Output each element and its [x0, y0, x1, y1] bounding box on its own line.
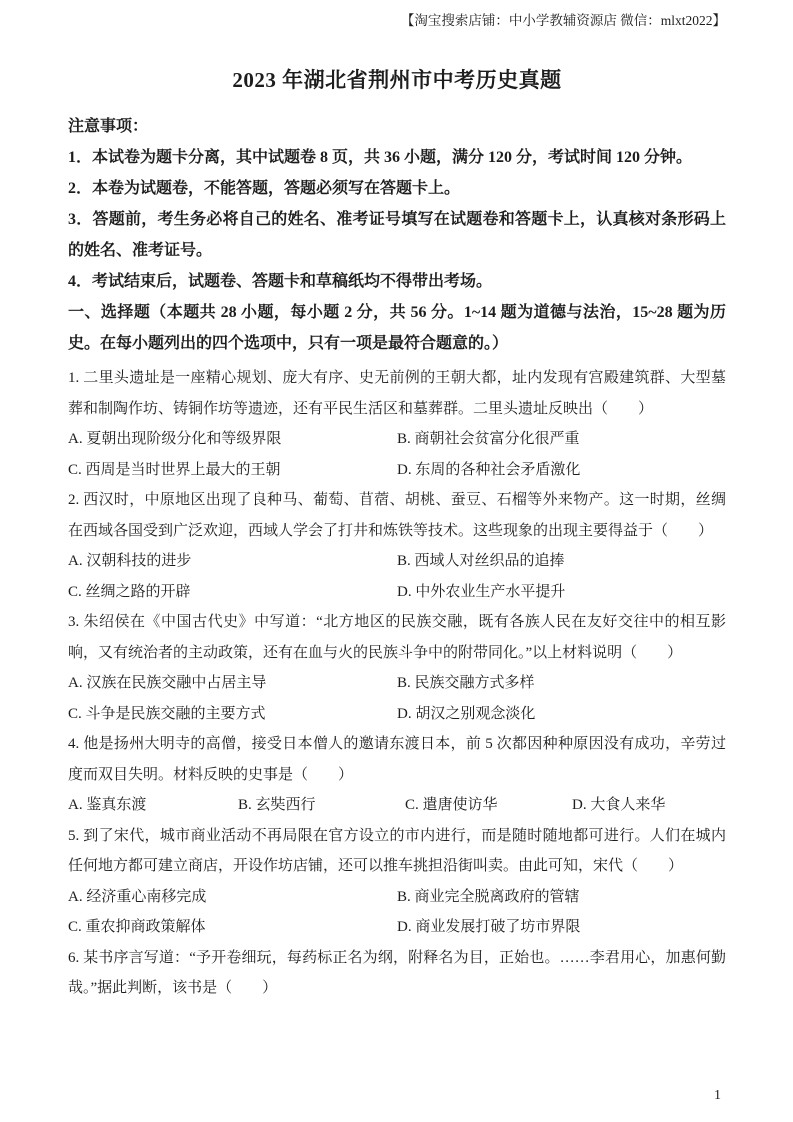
question-3-option-A: A. 汉族在民族交融中占居主导 — [68, 675, 267, 691]
question-3-stem: 3. 朱绍侯在《中国古代史》中写道：“北方地区的民族交融，既有各族人民在友好交往中的相互影响，又有统治者的主动政策，还有在血与火的民族斗争中的附带同化。”以上材料说明（ ） — [68, 614, 726, 661]
question-4-option-A: A. 鉴真东渡 — [68, 797, 147, 813]
question-5 — [68, 821, 726, 943]
question-1-stem: 1. 二里头遗址是一座精心规划、庞大有序、史无前例的王朝大都，址内发现有宫殿建筑群、大型墓葬和制陶作坊、铸铜作坊等遗迹，还有平民生活区和墓葬群。二里头遗址反映出（ ） — [68, 370, 726, 417]
question-1 — [68, 363, 726, 485]
question-1-option-A: A. 夏朝出现阶级分化和等级界限 — [68, 431, 282, 447]
question-2 — [68, 485, 726, 607]
question-2-option-B: B. 西域人对丝织品的追捧 — [397, 553, 565, 569]
section-one-heading: 一、选择题（本题共 28 小题，每小题 2 分，共 56 分。1~14 题为道德与法治，15~28 题为历史。在每小题列出的四个选项中，只有一项是最符合题意的。） — [68, 304, 726, 352]
question-2-stem: 2. 西汉时，中原地区出现了良种马、葡萄、苜蓿、胡桃、蚕豆、石榴等外来物产。这一时期，丝绸在西域各国受到广泛欢迎，西域人学会了打井和炼铁等技术。这些现象的出现主要得益于（ ） — [68, 492, 726, 539]
question-4 — [68, 729, 726, 821]
question-1-option-B: B. 商朝社会贫富分化很严重 — [397, 431, 580, 447]
question-2-option-D: D. 中外农业生产水平提升 — [397, 583, 566, 600]
question-5-option-A: A. 经济重心南移完成 — [68, 888, 207, 905]
question-4-options — [68, 790, 726, 821]
notice-item-2: 2．本卷为试题卷，不能答题，答题必须写在答题卡上。 — [68, 180, 461, 197]
question-3-option-B: B. 民族交融方式多样 — [397, 675, 535, 691]
notices-list — [68, 142, 726, 297]
question-4-option-B: B. 玄奘西行 — [238, 797, 316, 813]
question-5-option-C: C. 重农抑商政策解体 — [68, 919, 206, 935]
question-5-stem: 5. 到了宋代，城市商业活动不再局限在官方设立的市内进行，而是随时随地都可进行。人们在城内任何地方都可建立商店，开设作坊店铺，还可以推车挑担沿街叫卖。由此可知，宋代（ ） — [68, 827, 726, 874]
notices-heading: 注意事项： — [68, 118, 149, 135]
notice-item-4: 4．考试结束后，试题卷、答题卡和草稿纸均不得带出考场。 — [68, 273, 493, 290]
question-5-options — [68, 882, 726, 943]
question-6-stem: 6. 某书序言写道：“予开卷细玩，每药标正名为纲，附释名为目，正始也。……李君用心，加惠何勤哉。”据此判断，该书是（ ） — [68, 949, 726, 996]
question-5-option-B: B. 商业完全脱离政府的管辖 — [397, 888, 580, 905]
question-1-option-D: D. 东周的各种社会矛盾激化 — [397, 461, 581, 478]
question-3 — [68, 607, 726, 729]
questions-list — [68, 363, 726, 1004]
question-3-option-C: C. 斗争是民族交融的主要方式 — [68, 705, 266, 722]
page-number: 1 — [714, 1088, 721, 1103]
question-4-option-D: D. 大食人来华 — [572, 797, 666, 813]
question-2-option-A: A. 汉朝科技的进步 — [68, 553, 192, 569]
page-title: 2023 年湖北省荆州市中考历史真题 — [232, 68, 562, 92]
question-1-option-C: C. 西周是当时世界上最大的王朝 — [68, 461, 281, 478]
notice-item-3: 3．答题前，考生务必将自己的姓名、准考证号填写在试题卷和答题卡上，认真核对条形码上的姓名、准考证号。 — [68, 211, 726, 259]
question-3-option-D: D. 胡汉之别观念淡化 — [397, 705, 536, 722]
question-2-option-C: C. 丝绸之路的开辟 — [68, 583, 191, 600]
question-6 — [68, 943, 726, 1004]
notice-item-1: 1．本试卷为题卡分离，其中试题卷 8 页，共 36 小题，满分 120 分，考试时间 120 分钟。 — [68, 149, 693, 166]
question-4-option-C: C. 遣唐使访华 — [405, 797, 498, 813]
question-1-options — [68, 424, 726, 485]
notices-section — [68, 111, 726, 297]
question-2-options — [68, 546, 726, 607]
question-5-option-D: D. 商业发展打破了坊市界限 — [397, 919, 581, 935]
store-watermark-note: 【淘宝搜索店铺：中小学教辅资源店 微信：mlxt2022】 — [400, 13, 726, 28]
question-3-options — [68, 668, 726, 729]
question-4-stem: 4. 他是扬州大明寺的高僧，接受日本僧人的邀请东渡日本，前 5 次都因种种原因没有成功，辛劳过度而双目失明。材料反映的史事是（ ） — [68, 736, 726, 783]
